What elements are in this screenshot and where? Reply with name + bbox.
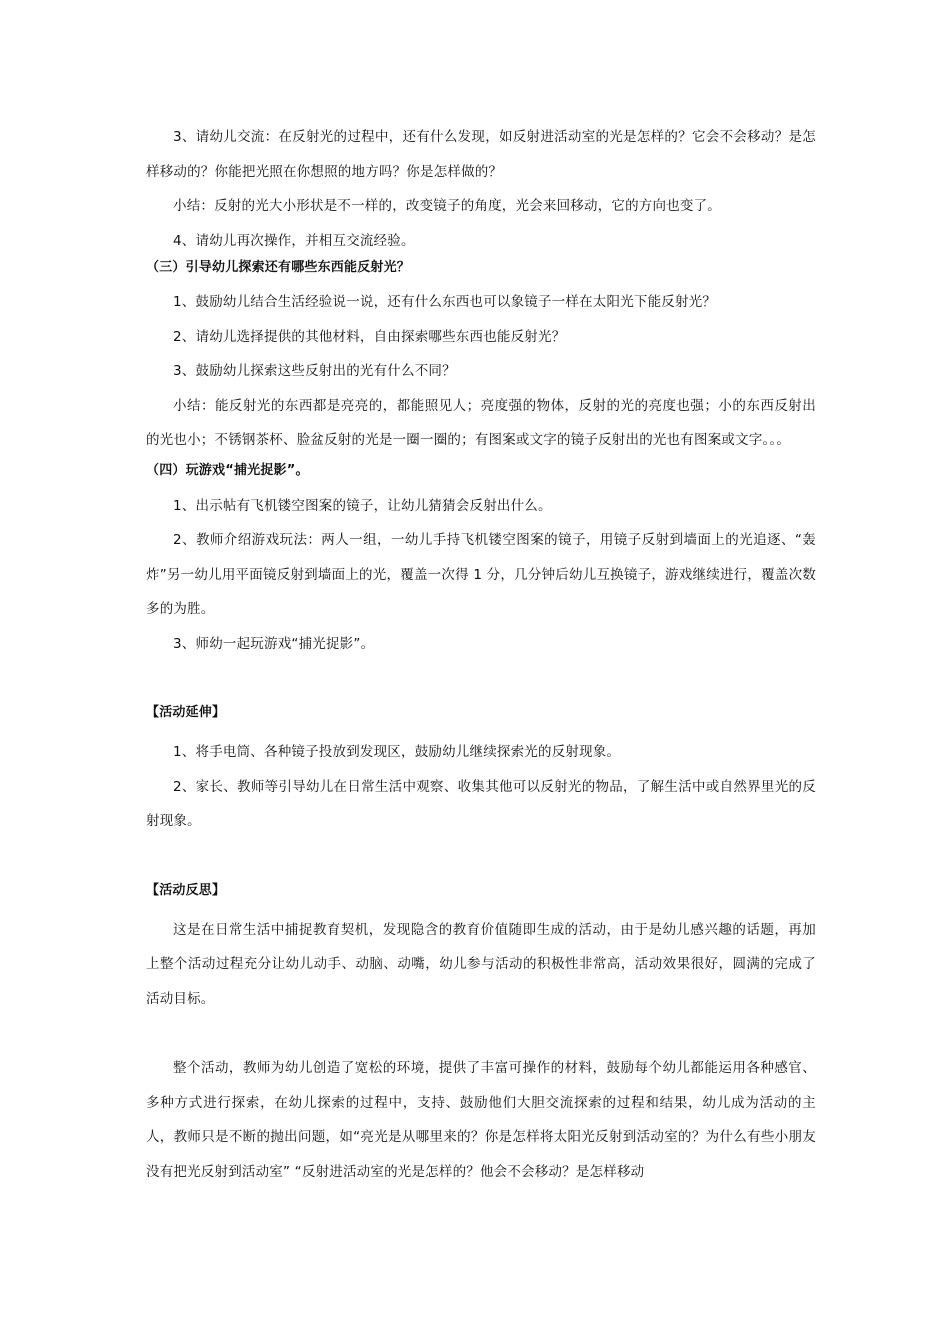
paragraph-repeat-operation: 4、请幼儿再次操作，并相互交流经验。 xyxy=(173,232,415,249)
paragraph-extension-1: 1、将手电筒、各种镜子投放到发现区，鼓励幼儿继续探索光的反射现象。 xyxy=(173,744,621,760)
paragraph-choose-materials: 2、请幼儿选择提供的其他材料，自由探索哪些东西也能反射光？ xyxy=(173,328,566,345)
paragraph-reflection-2: 整个活动，教师为幼儿创造了宽松的环境，提供了丰富可操作的材料，鼓励每个幼儿都能运用各种感官、多种方式进行探索，在幼儿探索的过程中，支持、鼓励他们大胆交流探索的过程和结果，幼儿成为活动的主人，教师只是不断的抛出问题，如“亮光是从哪里来的？你是怎样将太阳光反射到活动室的？为什么有些小朋友没有把光反射到活动室” “反射进活动室的光是怎样的？他会不会移动？是怎样移动 xyxy=(146,1060,816,1180)
paragraph-reflection-1: 这是在日常生活中捕捉教育契机，发现隐含的教育价值随即生成的活动，由于是幼儿感兴趣的话题，再加上整个活动过程充分让幼儿动手、动脑、动嘴，幼儿参与活动的积极性非常高，活动效果很好，圆满的完成了活动目标。 xyxy=(146,921,816,1007)
paragraph-game-rules: 2、教师介绍游戏玩法：两人一组，一幼儿手持飞机镂空图案的镜子，用镜子反射到墙面上的光追逐、“轰炸”另一幼儿用平面镜反射到墙面上的光，覆盖一次得 1 分，几分钟后幼儿互换镜子，游戏继续进行，覆盖次数多的为胜。 xyxy=(146,532,816,617)
paragraph-extension-2: 2、家长、教师等引导幼儿在日常生活中观察、收集其他可以反射光的物品，了解生活中或自然界里光的反射现象。 xyxy=(146,778,816,829)
paragraph-summary-1: 小结：反射的光大小形状是不一样的，改变镜子的角度，光会来回移动，它的方向也变了。 xyxy=(173,198,721,214)
paragraph-share-findings: 3、请幼儿交流：在反射光的过程中，还有什么发现，如反射进活动室的光是怎样的？它会不会移动？是怎样移动的？你能把光照在你想照的地方吗？你是怎样做的？ xyxy=(146,129,816,180)
paragraph-show-mirror: 1、出示帖有飞机镂空图案的镜子，让幼儿猜猜会反射出什么。 xyxy=(173,497,552,514)
paragraph-play-game: 3、师幼一起玩游戏“捕光捉影”。 xyxy=(173,635,375,652)
paragraph-encourage-talk: 1、鼓励幼儿结合生活经验说一说，还有什么东西也可以象镜子一样在太阳光下能反射光？ xyxy=(173,294,717,310)
document-body xyxy=(146,120,816,1189)
paragraph-explore-differences: 3、鼓励幼儿探索这些反射出的光有什么不同？ xyxy=(173,363,456,379)
section-heading-4: （四）玩游戏“捕光捉影”。 xyxy=(146,462,309,478)
reflection-heading: 【活动反思】 xyxy=(146,882,226,898)
section-heading-3: （三）引导幼儿探索还有哪些东西能反射光？ xyxy=(146,260,411,275)
paragraph-summary-2: 小结：能反射光的东西都是亮亮的，都能照见人；亮度强的物体，反射的光的亮度也强；小的东西反射出的光也小；不锈钢茶杯、脸盆反射的光是一圈一圈的；有图案或文字的镜子反射出的光也有图案或文字。。。 xyxy=(146,397,816,448)
extension-heading: 【活动延伸】 xyxy=(146,705,226,720)
